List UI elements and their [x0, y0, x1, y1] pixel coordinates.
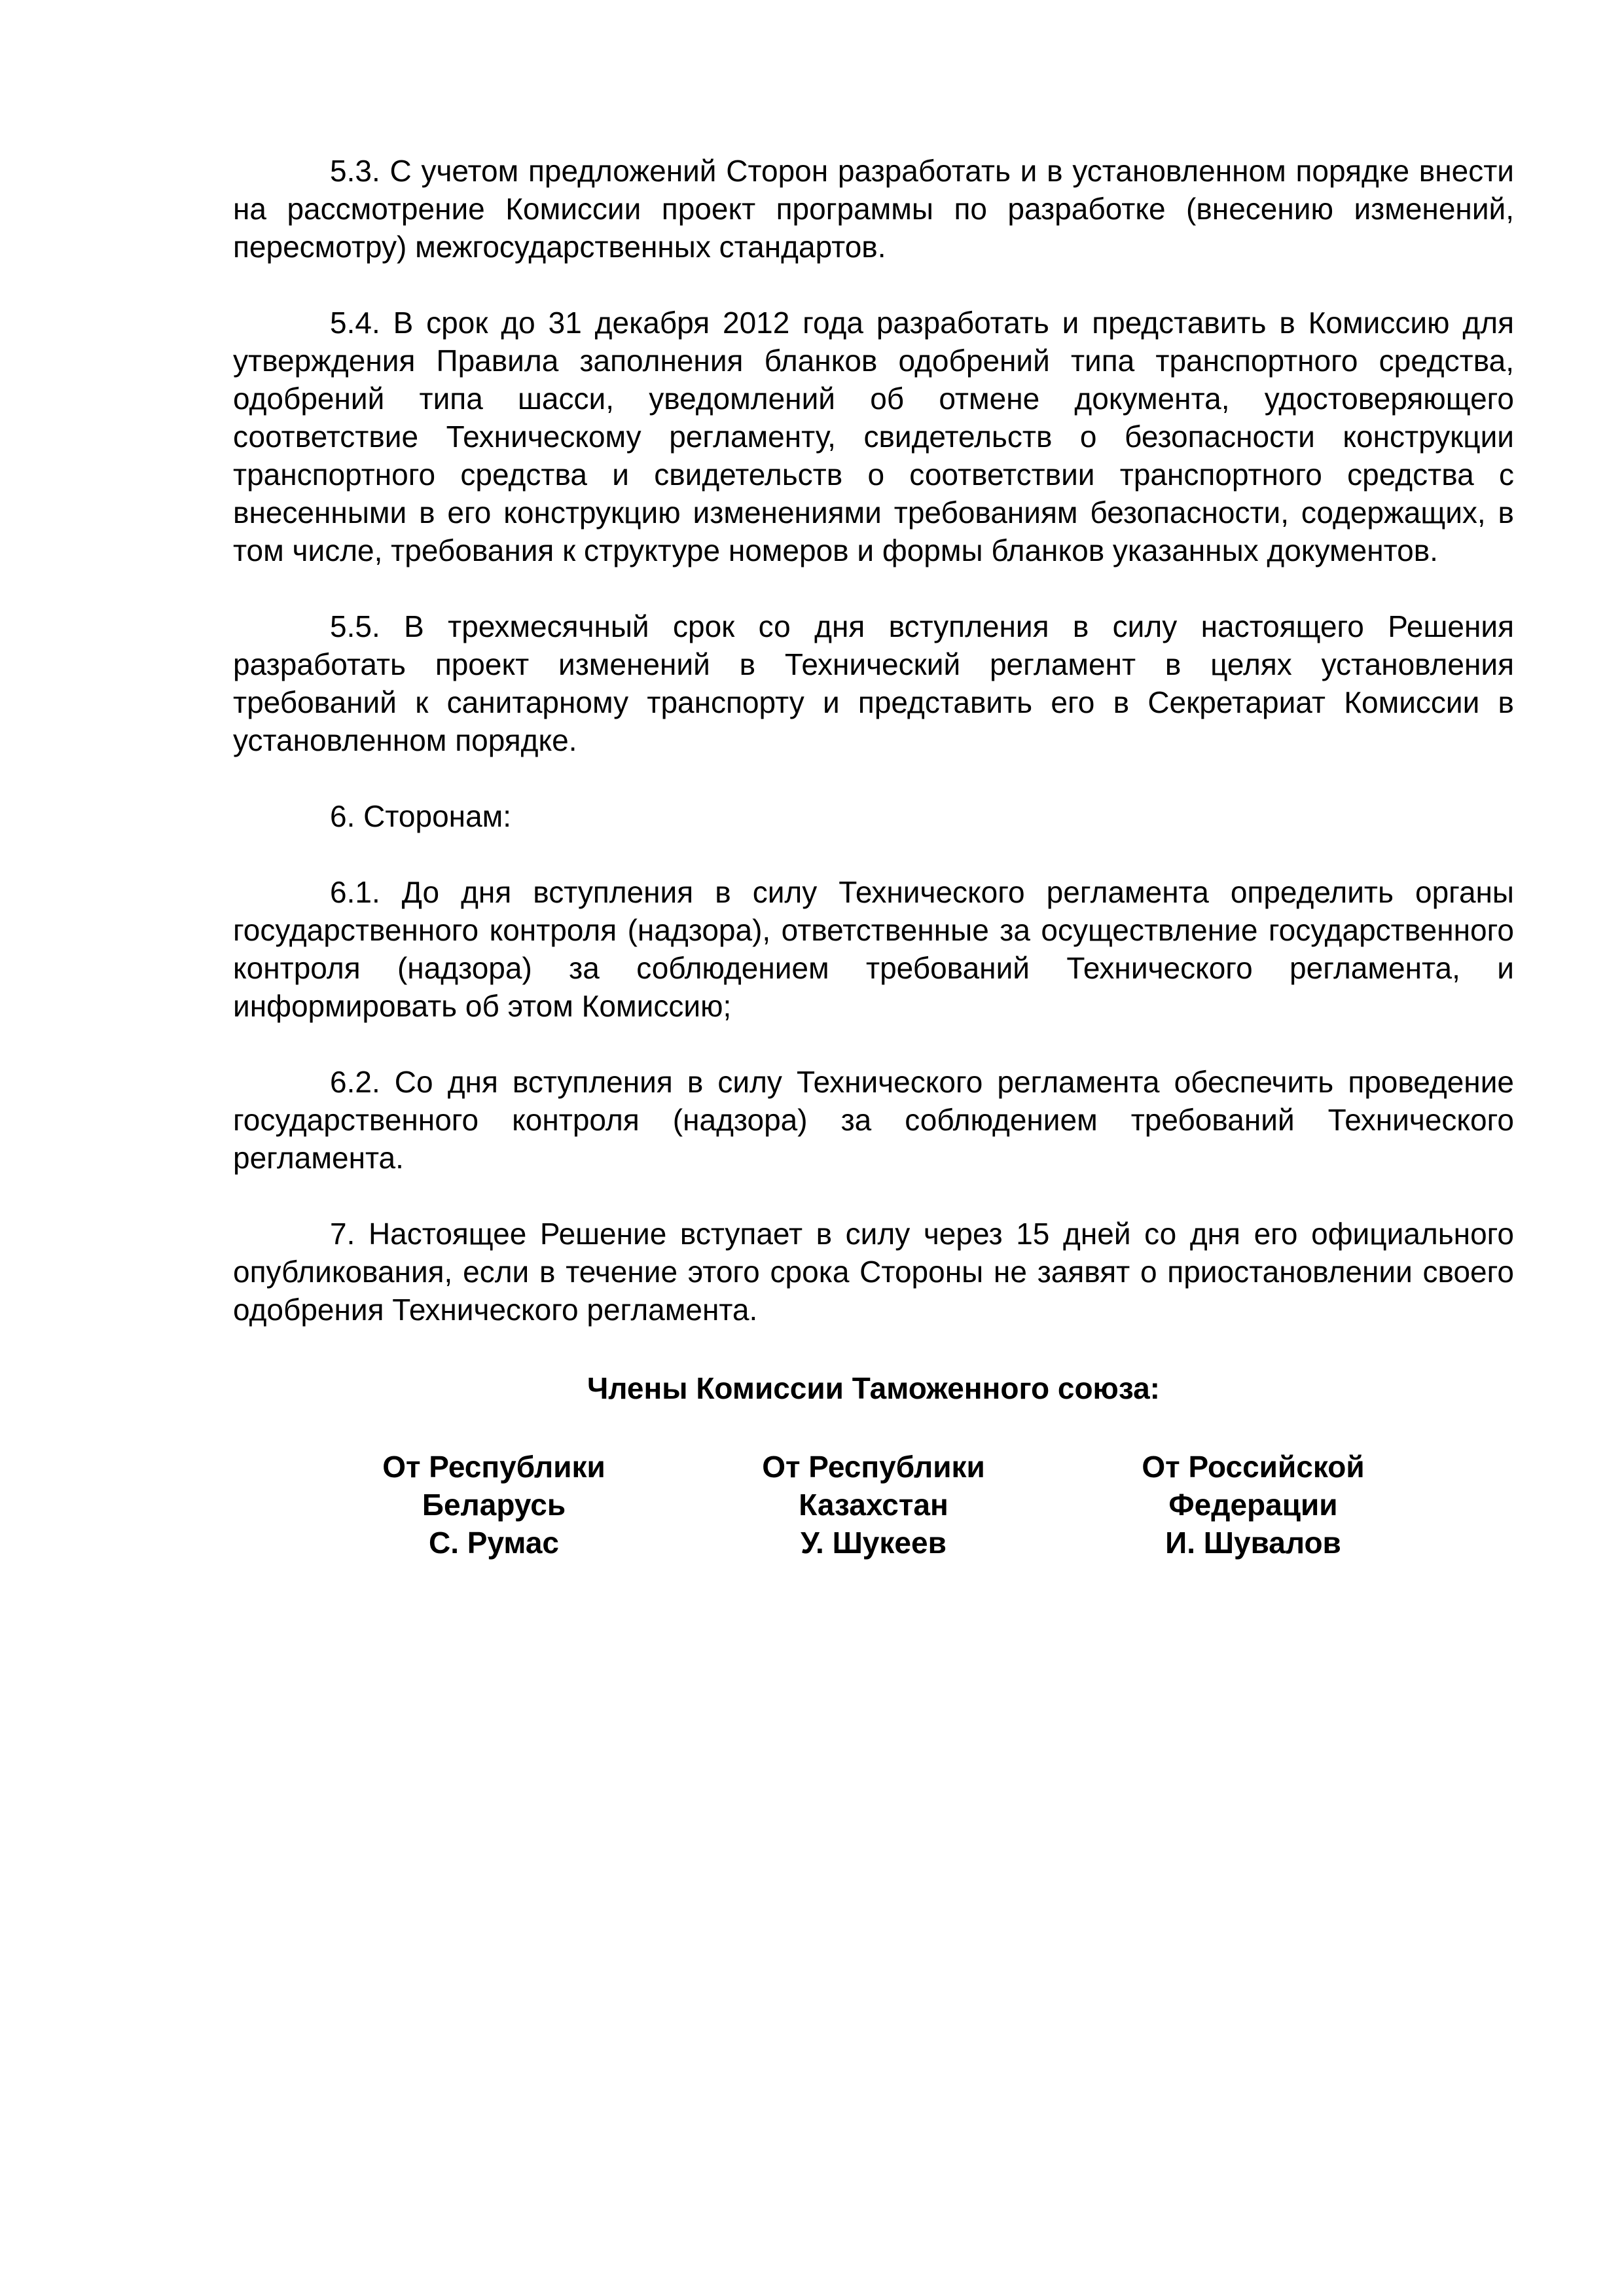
- signatory-country-line1: От Российской: [1142, 1450, 1365, 1484]
- signatory-kazakhstan: [684, 1448, 1064, 1562]
- paragraph-5-3: 5.3. С учетом предложений Сторон разработать и в установленном порядке внести на рассмотрение Комиссии проект программы по разработке (внесению изменений, пересмотру) межгосударственных стандартов.: [233, 154, 1514, 264]
- signatory-belarus: [304, 1448, 684, 1562]
- signatory-country-line1: От Республики: [762, 1450, 985, 1484]
- paragraph-5-5: 5.5. В трехмесячный срок со дня вступления в силу настоящего Решения разработать проект изменений в Технический регламент в целях установления требований к санитарному транспорту и представить его в Секретариат Комиссии в установленном порядке.: [233, 609, 1514, 757]
- paragraph-6-1: 6.1. До дня вступления в силу Технического регламента определить органы государственного контроля (надзора), ответственные за осуществление государственного контроля (надзора) за соблюдением требований Технического регламента, и информировать об этом Комиссию;: [233, 875, 1514, 1023]
- signatory-russia: [1064, 1448, 1443, 1562]
- paragraph-5-4: 5.4. В срок до 31 декабря 2012 года разработать и представить в Комиссию для утверждения Правила заполнения бланков одобрений типа транспортного средства, одобрений типа шасси, уведомлений об отмене документа, удостоверяющего соответствие Техническому регламенту, свидетельств о безопасности конструкции транспортного средства и свидетельств о соответствии транспортного средства с внесенными в его конструкцию изменениями требованиям безопасности, содержащих, в том числе, требования к структуре номеров и формы бланков указанных документов.: [233, 306, 1514, 567]
- signatory-name: И. Шувалов: [1165, 1526, 1341, 1560]
- paragraph-6: 6. Сторонам:: [330, 799, 512, 833]
- signatory-name: У. Шукеев: [801, 1526, 947, 1560]
- document-page: [233, 152, 1514, 1562]
- signature-block: [233, 1448, 1514, 1562]
- signatory-name: С. Румас: [428, 1526, 560, 1560]
- signatory-country-line2: Казахстан: [799, 1488, 948, 1522]
- signatory-country-line2: Беларусь: [422, 1488, 566, 1522]
- members-heading: Члены Комиссии Таможенного союза:: [586, 1371, 1160, 1405]
- paragraph-6-2: 6.2. Со дня вступления в силу Технического регламента обеспечить проведение государственного контроля (надзора) за соблюдением требований Технического регламента.: [233, 1065, 1514, 1175]
- signatory-country-line1: От Республики: [382, 1450, 605, 1484]
- paragraph-7: 7. Настоящее Решение вступает в силу через 15 дней со дня его официального опубликования, если в течение этого срока Стороны не заявят о приостановлении своего одобрения Технического регламента.: [233, 1217, 1514, 1327]
- signatory-country-line2: Федерации: [1168, 1488, 1338, 1522]
